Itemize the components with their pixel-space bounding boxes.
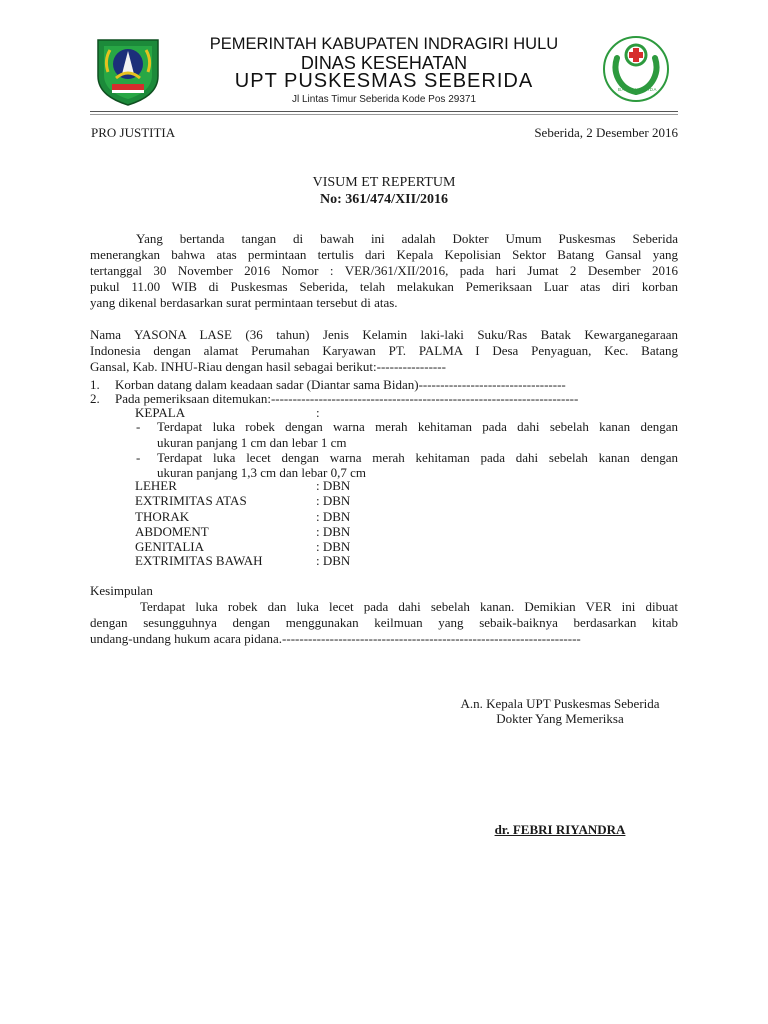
exam-row-value: : DBN bbox=[316, 553, 351, 568]
bullet-2-line1: Terdapat luka lecet dengan warna merah kehitaman pada dahi sebelah kanan dengan bbox=[157, 450, 678, 465]
identity-line: Indonesia dengan alamat Perumahan Karyawan PT. PALMA I Desa Penyaguan, Kec. Batang bbox=[90, 343, 678, 358]
bullet-2-line2: ukuran panjang 1,3 cm dan lebar 0,7 cm bbox=[157, 465, 367, 480]
letterhead-rule-bottom bbox=[90, 114, 678, 115]
kepala-label: KEPALA bbox=[135, 405, 186, 420]
bullet-1-line1: Terdapat luka robek dengan warna merah kehitaman pada dahi sebelah kanan dengan bbox=[157, 419, 678, 434]
conclusion-line: undang-undang hukum acara pidana.--------------------------------------------------------------------- bbox=[90, 631, 581, 646]
exam-row-value: : DBN bbox=[316, 524, 351, 539]
signature-line1: A.n. Kepala UPT Puskesmas Seberida bbox=[460, 696, 660, 711]
letterhead-line1: PEMERINTAH KABUPATEN INDRAGIRI HULU bbox=[209, 35, 559, 53]
exam-row-value: : DBN bbox=[316, 539, 351, 554]
conclusion-heading: Kesimpulan bbox=[90, 583, 153, 598]
letterhead-line2: DINAS KESEHATAN bbox=[300, 53, 468, 73]
exam-row-label: ABDOMENT bbox=[135, 524, 209, 539]
identity-line: Gansal, Kab. INHU-Riau dengan hasil sebagai berikut:---------------- bbox=[90, 359, 446, 374]
pro-justitia: PRO JUSTITIA bbox=[91, 125, 176, 140]
letterhead-rule-top bbox=[90, 111, 678, 112]
finding-2-text: Pada pemeriksaan ditemukan:----------------------------------------------------------------------- bbox=[115, 391, 579, 406]
document-title: VISUM ET REPERTUM bbox=[312, 175, 456, 190]
intro-line: menerangkan bahwa atas permintaan tertulis dari Kepala Kepolisian Sektor Batang Gansal yang bbox=[90, 247, 678, 262]
bakti-husada-logo bbox=[602, 35, 670, 103]
intro-line: Yang bertanda tangan di bawah ini adalah Dokter Umum Puskesmas Seberida bbox=[136, 231, 678, 246]
exam-row-label: THORAK bbox=[135, 509, 190, 524]
conclusion-line: Terdapat luka robek dan luka lecet pada dahi sebelah kanan. Demikian VER ini dibuat bbox=[140, 599, 678, 614]
intro-paragraph bbox=[90, 231, 678, 311]
intro-line: tertanggal 30 November 2016 Nomor : VER/361/XII/2016, pada hari Jumat 2 Desember 2016 bbox=[90, 263, 678, 278]
place-date: Seberida, 2 Desember 2016 bbox=[534, 125, 678, 140]
conclusion-line: dengan sesungguhnya dengan menggunakan keilmuan yang sebaik-baiknya berdasarkan kitab bbox=[90, 615, 678, 630]
signature-line2: Dokter Yang Memeriksa bbox=[496, 711, 624, 726]
exam-row-value: : DBN bbox=[316, 493, 351, 508]
signature-name: dr. FEBRI RIYANDRA bbox=[494, 822, 626, 837]
intro-line: yang dikenal berdasarkan surat permintaan tersebut di atas. bbox=[90, 295, 398, 310]
document-number: No: 361/474/XII/2016 bbox=[320, 192, 448, 207]
regency-coat-of-arms-icon bbox=[94, 38, 162, 106]
bakti-husada-label: BAKTI HUSADA bbox=[618, 87, 658, 92]
conclusion-paragraph bbox=[90, 599, 678, 647]
finding-1-text: Korban datang dalam keadaan sadar (Diantar sama Bidan)---------------------------------- bbox=[115, 377, 566, 392]
exam-row-label: GENITALIA bbox=[135, 539, 204, 554]
letterhead-line3: UPT PUSKESMAS SEBERIDA bbox=[234, 70, 534, 92]
kepala-colon: : bbox=[316, 405, 320, 420]
exam-row-label: LEHER bbox=[135, 478, 177, 493]
letterhead-address: Jl Lintas Timur Seberida Kode Pos 29371 bbox=[292, 94, 476, 105]
intro-line: pukul 11.00 WIB di Puskesmas Seberida, telah melakukan Pemeriksaan Luar atas diri korban bbox=[90, 279, 678, 294]
finding-1-number: 1. bbox=[90, 377, 100, 392]
bullet-2-marker: - bbox=[136, 450, 141, 465]
exam-row-value: : DBN bbox=[316, 509, 351, 524]
identity-line: Nama YASONA LASE (36 tahun) Jenis Kelamin laki-laki Suku/Ras Batak Kewarganegaraan bbox=[90, 327, 678, 342]
exam-row-value: : DBN bbox=[316, 478, 351, 493]
exam-row-label: EXTRIMITAS ATAS bbox=[135, 493, 247, 508]
bullet-1-marker: - bbox=[136, 419, 141, 434]
finding-2-number: 2. bbox=[90, 391, 100, 406]
exam-row-label: EXTRIMITAS BAWAH bbox=[135, 553, 263, 568]
identity-paragraph bbox=[90, 327, 678, 375]
bullet-1-line2: ukuran panjang 1 cm dan lebar 1 cm bbox=[157, 435, 347, 450]
bakti-husada-icon bbox=[602, 35, 670, 103]
